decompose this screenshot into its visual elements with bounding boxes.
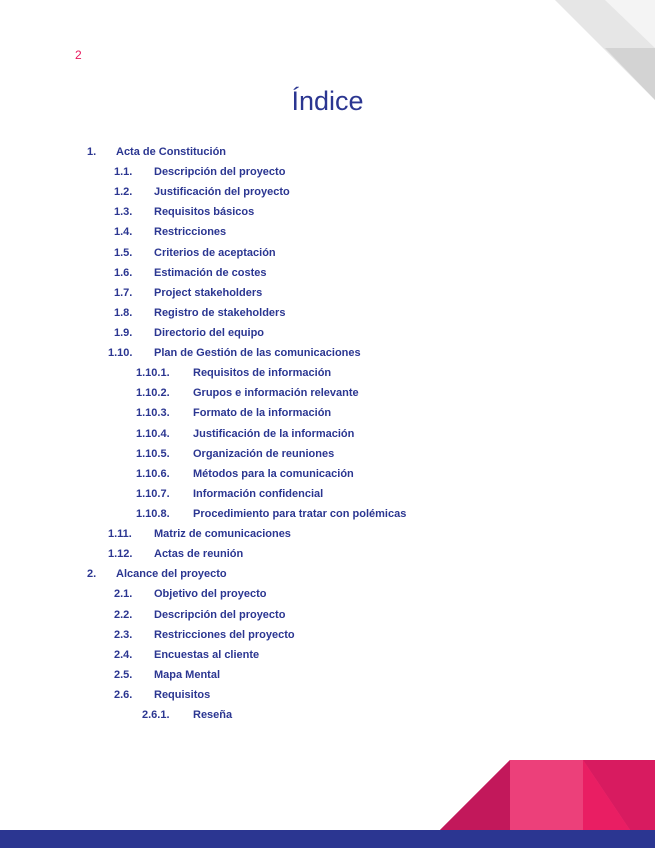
toc-link-text[interactable]: Objetivo del proyecto xyxy=(154,588,267,601)
toc-number: 2.5. xyxy=(114,668,133,681)
toc-link-text[interactable]: Grupos e información relevante xyxy=(193,387,359,400)
toc-link-text[interactable]: Encuestas al cliente xyxy=(154,648,260,661)
toc-link-text[interactable]: Información confidencial xyxy=(193,487,324,500)
toc-entry[interactable] xyxy=(0,363,655,383)
toc-link-text[interactable]: Project stakeholders xyxy=(154,286,263,299)
toc-entry[interactable] xyxy=(0,464,655,484)
toc-link-text[interactable]: Restricciones xyxy=(154,226,227,239)
toc-link-text[interactable]: Organización de reuniones xyxy=(193,447,335,460)
toc-entry[interactable] xyxy=(0,584,655,604)
toc-link-text[interactable]: Métodos para la comunicación xyxy=(193,467,354,480)
footer-bar xyxy=(0,830,655,848)
toc-entry[interactable] xyxy=(0,202,655,222)
toc-entry[interactable] xyxy=(0,544,655,564)
toc-entry[interactable] xyxy=(0,222,655,242)
toc-number: 1.10.4. xyxy=(136,427,170,440)
toc-link-text[interactable]: Procedimiento para tratar con polémicas xyxy=(193,507,407,520)
toc-number: 1.6. xyxy=(114,266,133,279)
toc-number: 1. xyxy=(87,146,97,158)
corner-decoration-top xyxy=(555,0,655,100)
toc-number: 1.12. xyxy=(108,548,133,561)
corner-decoration-bottom xyxy=(440,760,655,830)
toc-number: 1.11. xyxy=(108,528,132,541)
toc-link-text[interactable]: Formato de la información xyxy=(193,407,332,420)
toc-link-text[interactable]: Acta de Constitución xyxy=(116,146,227,158)
page-number: 2 xyxy=(75,48,82,62)
toc-number: 1.10.1. xyxy=(136,367,170,380)
toc-link-text[interactable]: Estimación de costes xyxy=(154,266,267,279)
toc-number: 2.2. xyxy=(114,608,133,621)
toc-link-text[interactable]: Registro de stakeholders xyxy=(154,306,286,319)
toc-link-text[interactable]: Actas de reunión xyxy=(154,548,244,561)
toc-number: 1.10. xyxy=(108,347,133,360)
toc-link-text[interactable]: Justificación del proyecto xyxy=(154,186,290,199)
toc-link-text[interactable]: Mapa Mental xyxy=(154,668,221,681)
toc-number: 1.10.2. xyxy=(136,387,170,400)
toc-number: 1.3. xyxy=(114,206,133,219)
toc-entry[interactable] xyxy=(0,605,655,625)
toc-number: 1.2. xyxy=(114,186,133,199)
table-of-contents xyxy=(0,142,655,725)
toc-entry[interactable] xyxy=(0,343,655,363)
toc-entry[interactable] xyxy=(0,243,655,263)
toc-number: 1.4. xyxy=(114,226,133,239)
toc-link-text[interactable]: Directorio del equipo xyxy=(154,326,265,339)
toc-link-text[interactable]: Reseña xyxy=(193,709,233,722)
toc-entry[interactable] xyxy=(0,283,655,303)
toc-entry[interactable] xyxy=(0,564,655,584)
toc-number: 1.8. xyxy=(114,306,133,319)
toc-number: 2. xyxy=(87,568,97,581)
toc-entry[interactable] xyxy=(0,625,655,645)
toc-number: 1.10.5. xyxy=(136,447,170,460)
toc-link-text[interactable]: Matriz de comunicaciones xyxy=(154,528,291,541)
toc-entry[interactable] xyxy=(0,303,655,323)
toc-link-text[interactable]: Requisitos básicos xyxy=(154,206,255,219)
toc-entry[interactable] xyxy=(0,524,655,544)
toc-link-text[interactable]: Criterios de aceptación xyxy=(154,246,276,259)
toc-link-text[interactable]: Restricciones del proyecto xyxy=(154,628,295,641)
toc-entry[interactable] xyxy=(0,263,655,283)
toc-entry[interactable] xyxy=(0,504,655,524)
toc-number: 1.10.3. xyxy=(136,407,170,420)
toc-number: 2.3. xyxy=(114,628,133,641)
toc-link-text[interactable]: Descripción del proyecto xyxy=(154,608,286,621)
toc-link-text[interactable]: Justificación de la información xyxy=(193,427,355,440)
toc-entry[interactable] xyxy=(0,665,655,685)
toc-entry[interactable] xyxy=(0,444,655,464)
toc-number: 1.10.6. xyxy=(136,467,170,480)
toc-entry[interactable] xyxy=(0,705,655,725)
toc-entry[interactable] xyxy=(0,484,655,504)
toc-entry[interactable] xyxy=(0,142,655,162)
toc-number: 1.5. xyxy=(114,246,133,259)
toc-entry[interactable] xyxy=(0,424,655,444)
toc-number: 1.10.8. xyxy=(136,507,170,520)
toc-number: 1.1. xyxy=(114,166,133,179)
toc-link-text[interactable]: Requisitos de información xyxy=(193,367,332,380)
toc-number: 1.10.7. xyxy=(136,487,170,500)
toc-number: 2.1. xyxy=(114,588,133,601)
toc-entry[interactable] xyxy=(0,182,655,202)
toc-entry[interactable] xyxy=(0,685,655,705)
toc-number: 1.9. xyxy=(114,326,133,339)
toc-link-text[interactable]: Requisitos xyxy=(154,688,211,701)
page-title: Índice xyxy=(291,86,364,116)
toc-entry[interactable] xyxy=(0,162,655,182)
toc-link-text[interactable]: Alcance del proyecto xyxy=(116,568,227,581)
toc-entry[interactable] xyxy=(0,383,655,403)
toc-entry[interactable] xyxy=(0,645,655,665)
toc-entry[interactable] xyxy=(0,403,655,423)
toc-number: 1.7. xyxy=(114,286,133,299)
toc-number: 2.6.1. xyxy=(142,709,170,722)
toc-link-text[interactable]: Descripción del proyecto xyxy=(154,166,286,179)
toc-link-text[interactable]: Plan de Gestión de las comunicaciones xyxy=(154,347,361,360)
toc-number: 2.4. xyxy=(114,648,133,661)
toc-number: 2.6. xyxy=(114,688,133,701)
toc-entry[interactable] xyxy=(0,323,655,343)
